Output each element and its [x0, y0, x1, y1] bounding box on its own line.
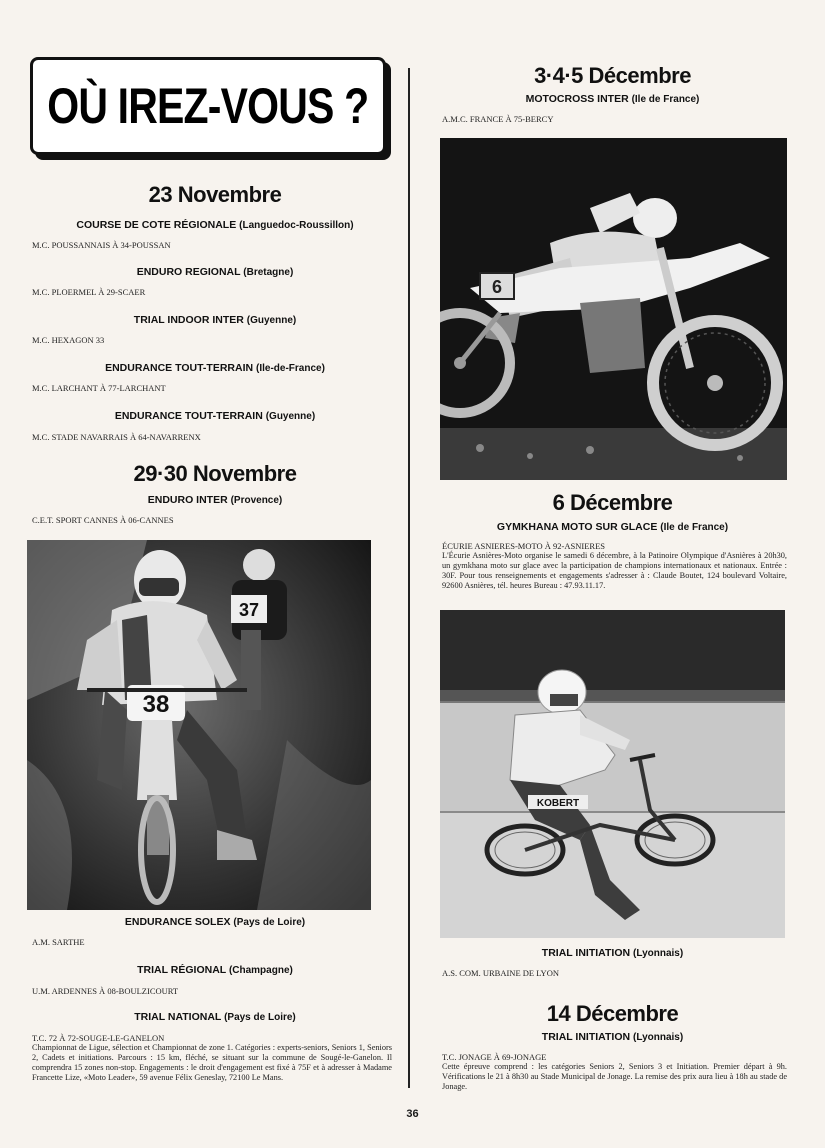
- event-heading: ENDURO REGIONAL (Bretagne): [136, 266, 294, 278]
- trial-rider-photo: [440, 610, 785, 938]
- event-description: Cette épreuve comprend : les catégories Seniors 2, Seniors 3 et Initiation. Premier départ à 9h. Vérifications le 21 à 8h30 au Stade Municipal de Jonage. La remise des prix aura lieu à 18h au stade de Jonage.: [442, 1062, 787, 1091]
- motocross-jump-photo: [440, 138, 787, 480]
- page-title: OÙ IREZ-VOUS ?: [47, 78, 369, 134]
- date-heading-23-nov: 23 Novembre: [148, 182, 282, 207]
- event-heading: ENDURANCE TOUT-TERRAIN (Guyenne): [114, 410, 316, 422]
- event-heading: TRIAL INITIATION (Lyonnais): [541, 947, 684, 959]
- number-plate-38: 38: [142, 691, 170, 718]
- event-club: T.C. JONAGE À 69-JONAGE: [442, 1052, 547, 1062]
- event-heading: TRIAL RÉGIONAL (Champagne): [137, 964, 293, 976]
- date-heading-3-4-5-dec: 3·4·5 Décembre: [534, 63, 691, 88]
- event-club: A.S. COM. URBAINE DE LYON: [442, 968, 559, 978]
- event-heading: TRIAL INITIATION (Lyonnais): [541, 1031, 684, 1043]
- event-heading: GYMKHANA MOTO SUR GLACE (Ile de France): [496, 521, 729, 533]
- event-club: T.C. 72 À 72-SOUGE-LE-GANELON: [32, 1033, 165, 1043]
- event-club: ÉCURIE ASNIERES-MOTO À 92-ASNIERES: [442, 541, 606, 551]
- enduro-riders-photo: [27, 540, 371, 910]
- event-description: L'Écurie Asnières-Moto organise le samedi 6 décembre, à la Patinoire Olympique d'Asnières à 20h30, un gymkhana moto sur glace avec la participation de champions internationaux et nationaux. Entrée : 30F. Pour tous renseignements et engagements s'adresser à : Claude Boutet, 124 boulevard Voltaire, 92600 Asnières, tél. heures Bureau : 47.93.11.17.: [442, 551, 787, 590]
- event-club: C.E.T. SPORT CANNES À 06-CANNES: [32, 515, 174, 525]
- event-club: A.M.C. FRANCE À 75-BERCY: [442, 114, 554, 124]
- date-heading-14-dec: 14 Décembre: [546, 1001, 679, 1026]
- event-club: A.M. SARTHE: [32, 937, 85, 947]
- event-club: M.C. PLOERMEL À 29-SCAER: [32, 287, 146, 297]
- page-title-box: [30, 57, 386, 155]
- column-divider: [408, 68, 410, 1088]
- date-heading-29-30-nov: 29·30 Novembre: [133, 461, 297, 486]
- page-number: 36: [406, 1108, 419, 1120]
- event-club: M.C. HEXAGON 33: [32, 335, 105, 345]
- event-description: Championnat de Ligue, sélection et Championnat de zone 1. Catégories : experts-seniors, Seniors 1, Seniors 2, Cadets et initiations. Parcours : 15 km, fléché, se situant sur la commune de Sougé-le-Ganelon. Il comprendra 15 zones non-stop. Engagements : le droit d'engagement est fixé à 75F et à adresser à Madame Francette Lize, «Moto Leader», 59 avenue Félix Geneslay, 72100 Le Mans.: [32, 1043, 392, 1082]
- event-heading: ENDURO INTER (Provence): [147, 494, 283, 506]
- event-club: M.C. STADE NAVARRAIS À 64-NAVARRENX: [32, 432, 201, 442]
- event-heading: MOTOCROSS INTER (Ile de France): [525, 93, 700, 105]
- event-heading: COURSE DE COTE RÉGIONALE (Languedoc-Roussillon): [76, 219, 354, 231]
- bike-sticker-text: KOBERT: [536, 798, 580, 809]
- svg-text:6: 6: [491, 277, 503, 297]
- number-plate-37: 37: [238, 600, 260, 620]
- event-heading: ENDURANCE SOLEX (Pays de Loire): [124, 916, 306, 928]
- event-club: M.C. POUSSANNAIS À 34-POUSSAN: [32, 240, 171, 250]
- event-heading: ENDURANCE TOUT-TERRAIN (Ile-de-France): [105, 362, 325, 374]
- event-club: U.M. ARDENNES À 08-BOULZICOURT: [32, 986, 179, 996]
- event-heading: TRIAL NATIONAL (Pays de Loire): [134, 1011, 296, 1023]
- event-heading: TRIAL INDOOR INTER (Guyenne): [133, 314, 297, 326]
- date-heading-6-dec: 6 Décembre: [552, 490, 673, 515]
- event-club: M.C. LARCHANT À 77-LARCHANT: [32, 383, 166, 393]
